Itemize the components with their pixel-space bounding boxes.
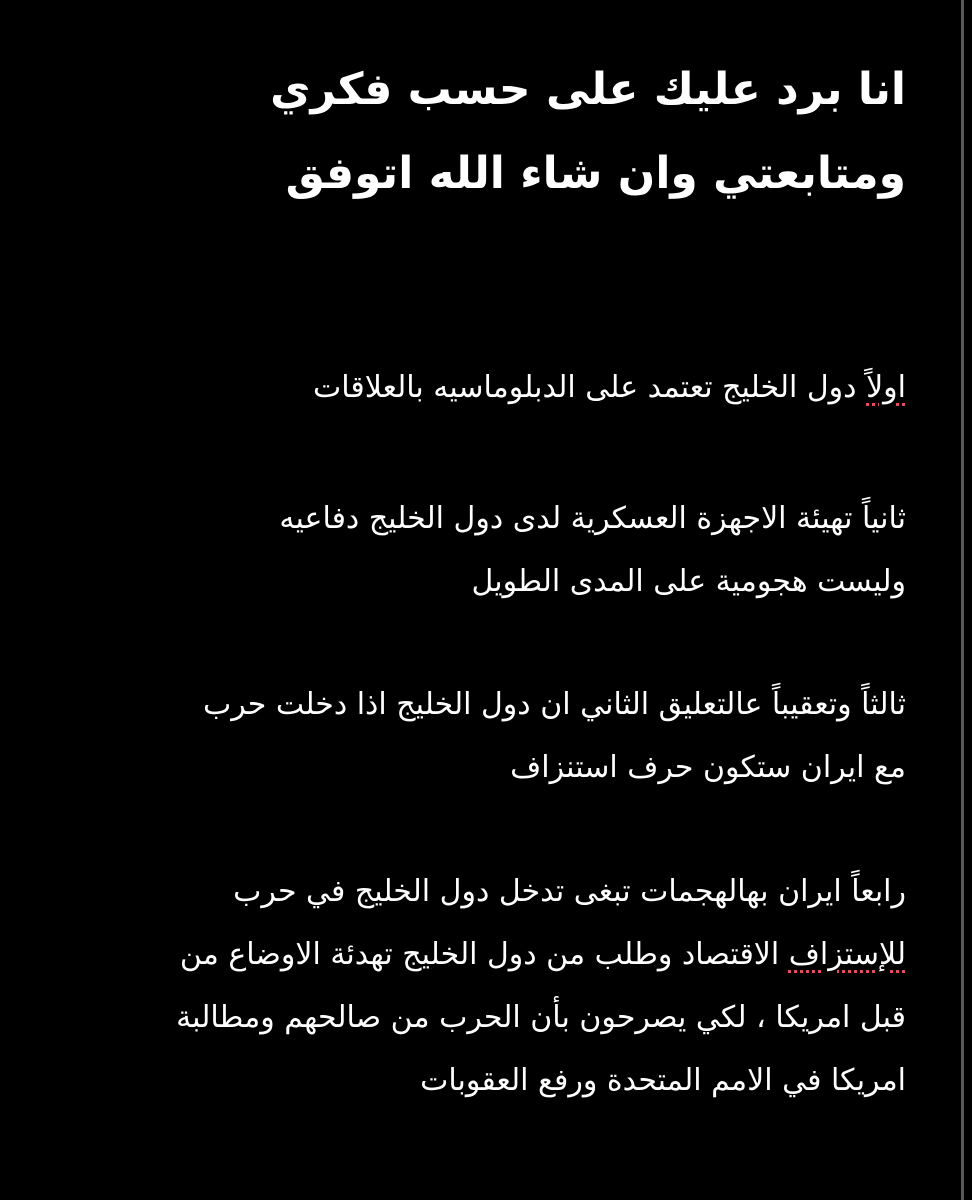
- text-segment: الاقتصاد وطلب من دول الخليج تهدئة الاوضاع من: [179, 937, 789, 972]
- paragraph-1-line-1: [313, 368, 906, 408]
- paragraph-4-line-1: رابعاً ايران بهالهجمات تبغى تدخل دول الخليج في حرب: [233, 874, 906, 909]
- heading-line-2: ومتابعتي وان شاء الله اتوفق: [285, 148, 906, 199]
- misspelled-word[interactable]: للإستزاف: [788, 937, 906, 972]
- editor-edge-divider: [961, 0, 964, 1200]
- paragraph-3-line-2: مع ايران ستكون حرف استنزاف: [510, 750, 906, 785]
- paragraph-4-line-3: قبل امريكا ، لكي يصرحون بأن الحرب من صالحهم ومطالبة: [176, 1000, 906, 1035]
- paragraph-2-line-1: ثانياً تهيئة الاجهزة العسكرية لدى دول الخليج دفاعيه: [279, 501, 906, 536]
- paragraph-2-line-2: وليست هجومية على المدى الطويل: [471, 564, 906, 599]
- misspelled-word[interactable]: اولاً: [866, 370, 906, 405]
- heading: [270, 48, 906, 216]
- paragraph-4-line-2: [180, 935, 906, 975]
- paragraph-4-line-4: امريكا في الامم المتحدة ورفع العقوبات: [420, 1063, 906, 1098]
- paragraph-3-line-1: ثالثاً وتعقيباً عالتعليق الثاني ان دول الخليج اذا دخلت حرب: [203, 687, 906, 722]
- heading-line-1: انا برد عليك على حسب فكري: [270, 64, 906, 115]
- text-segment: دول الخليج تعتمد على الدبلوماسيه بالعلاقات: [312, 370, 867, 405]
